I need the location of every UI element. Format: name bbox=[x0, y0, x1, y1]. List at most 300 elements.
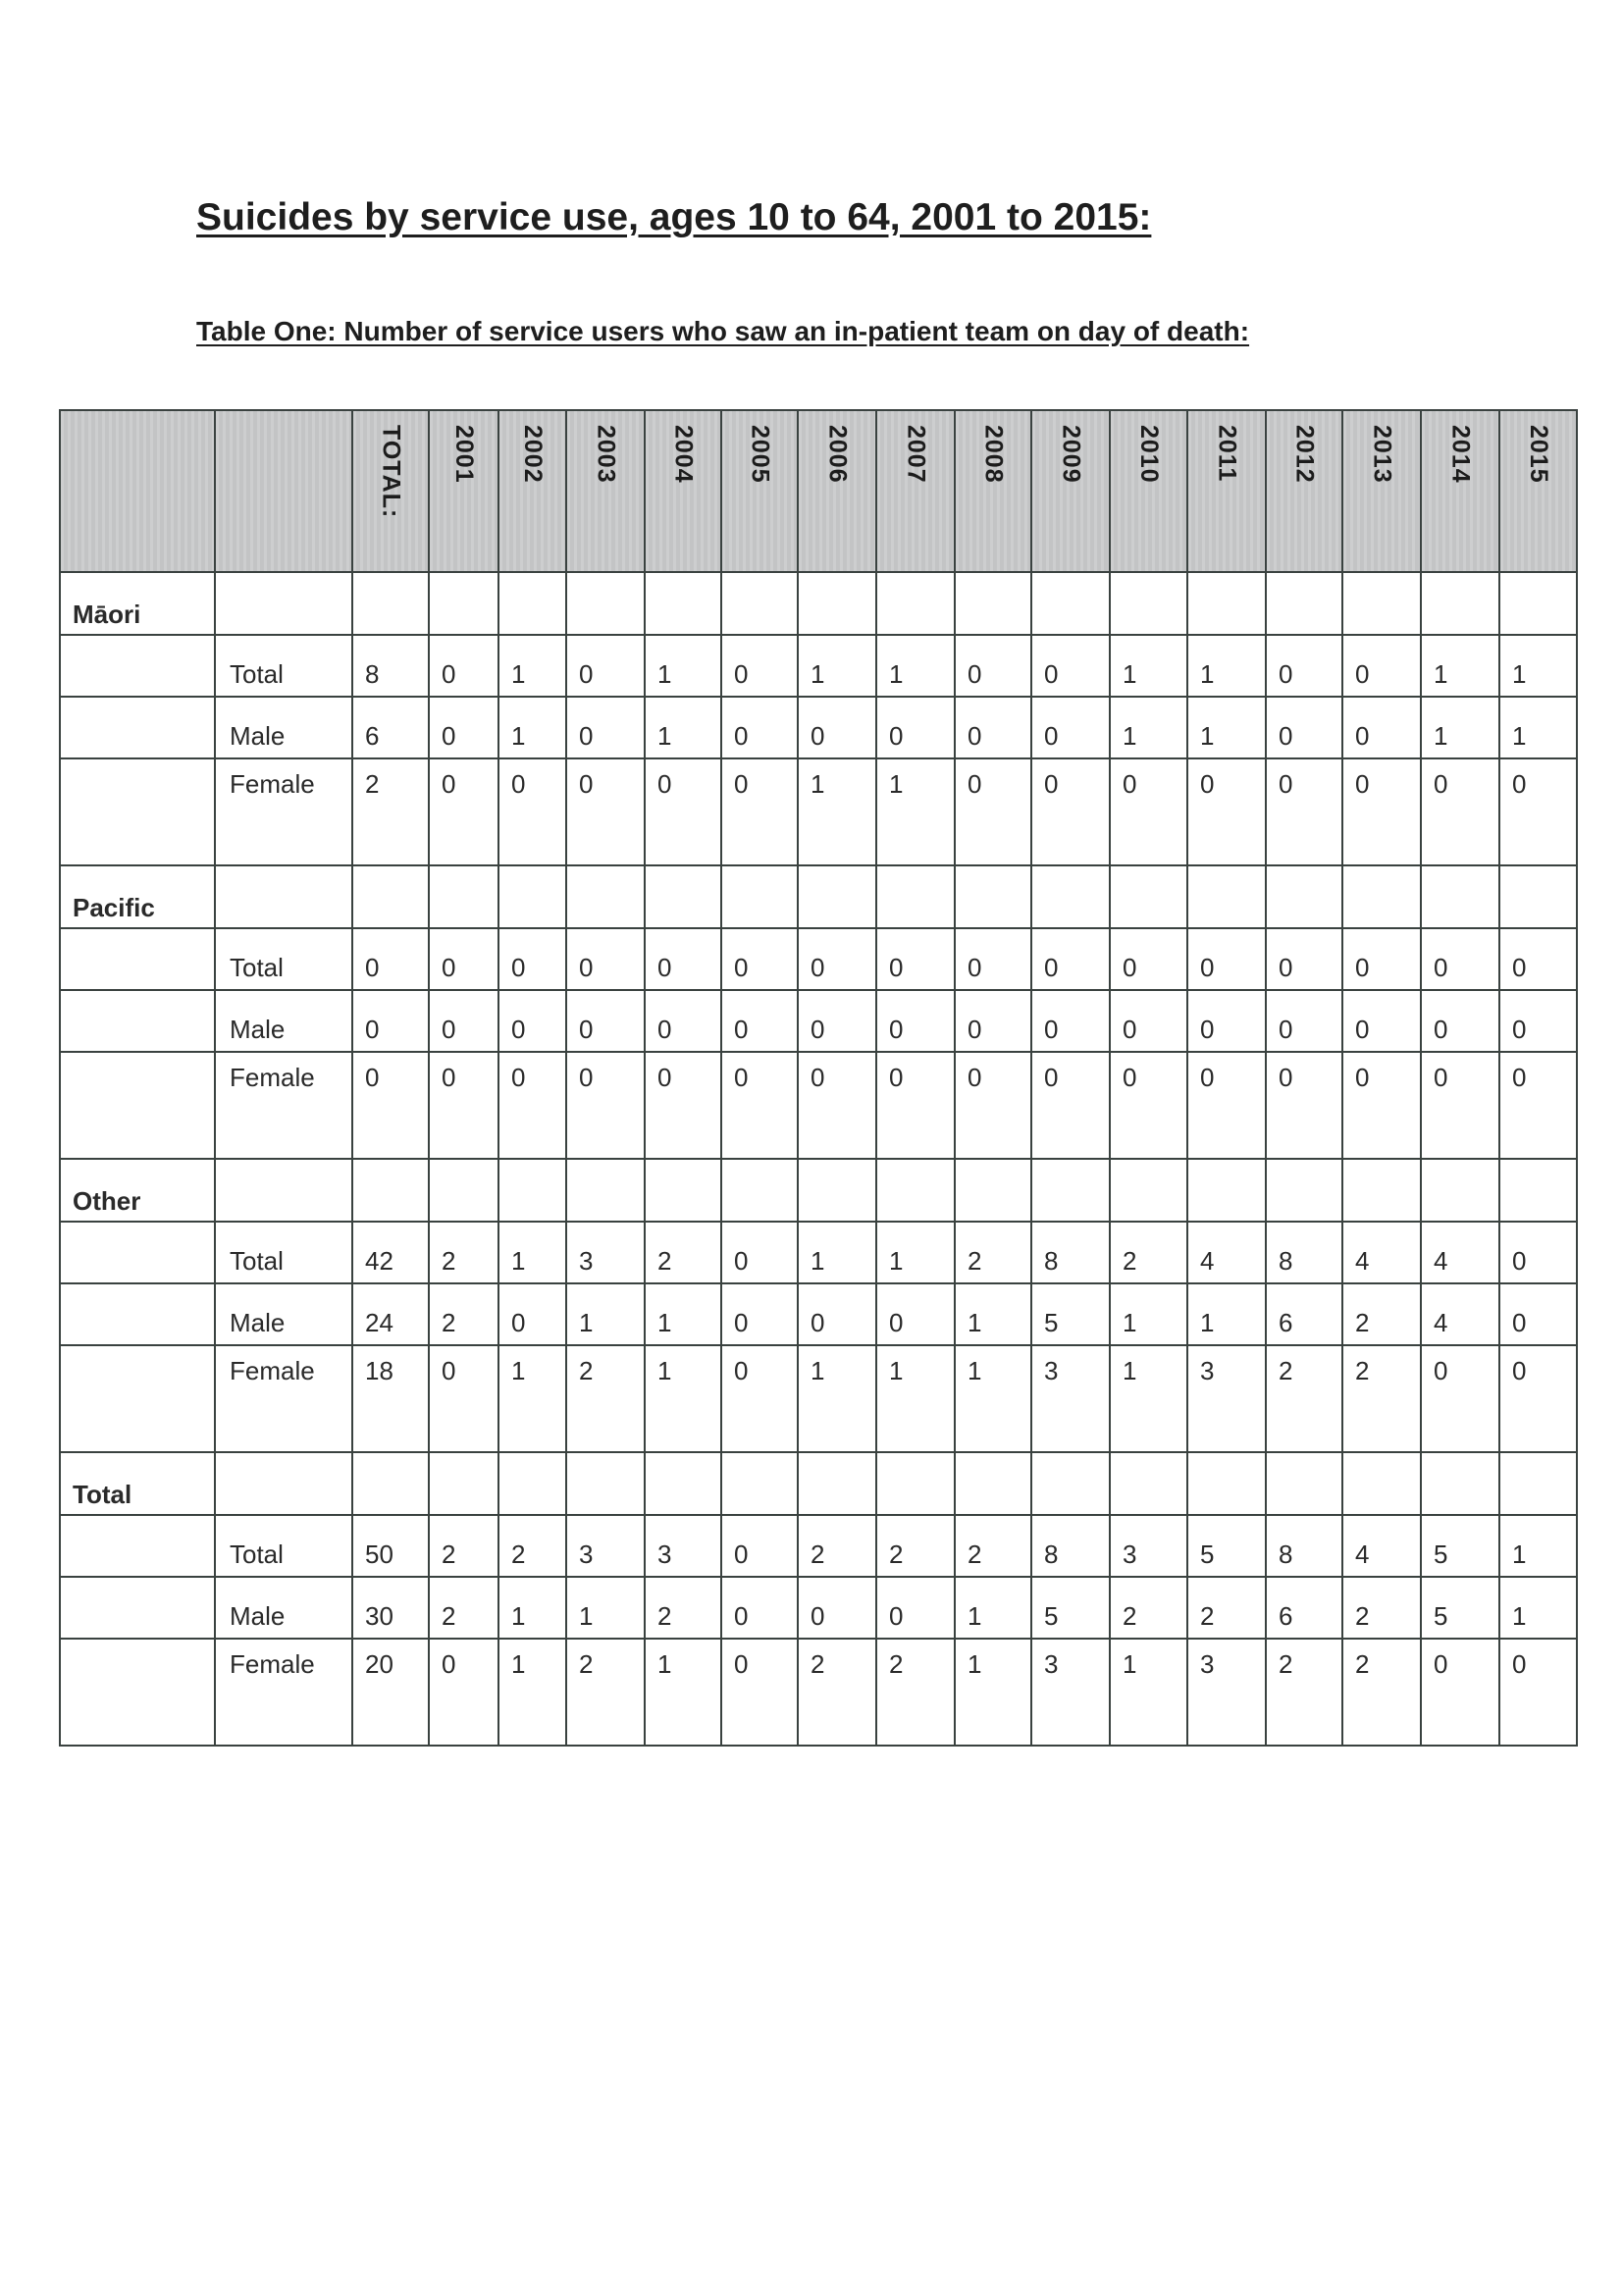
empty-cell bbox=[1031, 1452, 1110, 1515]
value-cell: 1 bbox=[1499, 697, 1577, 758]
value-cell: 5 bbox=[1031, 1577, 1110, 1639]
value-cell: 8 bbox=[1266, 1222, 1342, 1283]
column-header-label: 2014 bbox=[1446, 425, 1475, 484]
value-cell: 0 bbox=[721, 697, 798, 758]
value-cell: 0 bbox=[429, 928, 498, 990]
value-cell: 2 bbox=[645, 1577, 721, 1639]
empty-cell bbox=[876, 1159, 955, 1222]
value-cell: 1 bbox=[1421, 697, 1499, 758]
value-cell: 0 bbox=[721, 990, 798, 1052]
table-row bbox=[60, 758, 1577, 865]
empty-cell bbox=[566, 1452, 645, 1515]
value-cell: 6 bbox=[352, 697, 429, 758]
value-cell: 1 bbox=[955, 1639, 1031, 1746]
value-cell: 1 bbox=[1110, 635, 1187, 697]
column-header-label: 2010 bbox=[1135, 425, 1163, 484]
value-cell: 3 bbox=[1187, 1639, 1266, 1746]
value-cell: 0 bbox=[1421, 1345, 1499, 1452]
empty-cell bbox=[1187, 865, 1266, 928]
empty-cell bbox=[876, 865, 955, 928]
column-header bbox=[721, 410, 798, 572]
value-cell: 4 bbox=[1342, 1515, 1421, 1577]
table-row bbox=[60, 1222, 1577, 1283]
empty-cell bbox=[60, 1222, 215, 1283]
empty-cell bbox=[1266, 1159, 1342, 1222]
value-cell: 1 bbox=[1187, 635, 1266, 697]
value-cell: 2 bbox=[1266, 1639, 1342, 1746]
empty-cell bbox=[1266, 865, 1342, 928]
column-header bbox=[1031, 410, 1110, 572]
value-cell: 0 bbox=[429, 1052, 498, 1159]
column-header bbox=[1499, 410, 1577, 572]
empty-cell bbox=[1499, 1452, 1577, 1515]
value-cell: 1 bbox=[645, 1345, 721, 1452]
value-cell: 0 bbox=[798, 990, 876, 1052]
value-cell: 2 bbox=[876, 1639, 955, 1746]
empty-cell bbox=[429, 1452, 498, 1515]
group-name: Other bbox=[60, 1159, 215, 1222]
value-cell: 2 bbox=[1187, 1577, 1266, 1639]
group-row bbox=[60, 1452, 1577, 1515]
value-cell: 2 bbox=[429, 1222, 498, 1283]
value-cell: 0 bbox=[955, 697, 1031, 758]
header-blank-cell bbox=[60, 410, 215, 572]
value-cell: 1 bbox=[645, 697, 721, 758]
value-cell: 0 bbox=[1499, 990, 1577, 1052]
suicides-table bbox=[59, 409, 1578, 1747]
value-cell: 0 bbox=[1031, 635, 1110, 697]
row-label: Male bbox=[215, 697, 352, 758]
empty-cell bbox=[1110, 1452, 1187, 1515]
value-cell: 2 bbox=[1342, 1283, 1421, 1345]
value-cell: 1 bbox=[876, 758, 955, 865]
value-cell: 1 bbox=[498, 697, 566, 758]
value-cell: 0 bbox=[1031, 928, 1110, 990]
column-header-label: 2008 bbox=[979, 425, 1008, 484]
empty-cell bbox=[60, 635, 215, 697]
value-cell: 1 bbox=[498, 1639, 566, 1746]
value-cell: 0 bbox=[876, 1577, 955, 1639]
table-row bbox=[60, 697, 1577, 758]
column-header-label: 2004 bbox=[669, 425, 698, 484]
value-cell: 0 bbox=[1266, 635, 1342, 697]
empty-cell bbox=[1342, 572, 1421, 635]
value-cell: 0 bbox=[1187, 928, 1266, 990]
value-cell: 0 bbox=[498, 990, 566, 1052]
value-cell: 0 bbox=[721, 1515, 798, 1577]
value-cell: 1 bbox=[1110, 1639, 1187, 1746]
empty-cell bbox=[1110, 572, 1187, 635]
value-cell: 1 bbox=[1110, 1345, 1187, 1452]
empty-cell bbox=[1187, 572, 1266, 635]
empty-cell bbox=[1031, 865, 1110, 928]
value-cell: 0 bbox=[721, 1283, 798, 1345]
value-cell: 0 bbox=[498, 1283, 566, 1345]
value-cell: 0 bbox=[721, 1577, 798, 1639]
group-row bbox=[60, 1159, 1577, 1222]
value-cell: 0 bbox=[955, 1052, 1031, 1159]
value-cell: 5 bbox=[1187, 1515, 1266, 1577]
value-cell: 2 bbox=[566, 1345, 645, 1452]
value-cell: 4 bbox=[1187, 1222, 1266, 1283]
empty-cell bbox=[645, 1159, 721, 1222]
empty-cell bbox=[498, 1159, 566, 1222]
empty-cell bbox=[1342, 1159, 1421, 1222]
value-cell: 0 bbox=[1499, 928, 1577, 990]
value-cell: 0 bbox=[566, 758, 645, 865]
value-cell: 4 bbox=[1421, 1283, 1499, 1345]
table-row bbox=[60, 1577, 1577, 1639]
empty-cell bbox=[1342, 865, 1421, 928]
value-cell: 0 bbox=[566, 1052, 645, 1159]
empty-cell bbox=[215, 572, 352, 635]
column-header bbox=[566, 410, 645, 572]
value-cell: 2 bbox=[798, 1515, 876, 1577]
value-cell: 0 bbox=[429, 697, 498, 758]
empty-cell bbox=[798, 865, 876, 928]
empty-cell bbox=[1110, 865, 1187, 928]
row-label: Female bbox=[215, 1345, 352, 1452]
value-cell: 0 bbox=[1342, 990, 1421, 1052]
column-header-label: 2005 bbox=[746, 425, 774, 484]
value-cell: 1 bbox=[498, 1222, 566, 1283]
value-cell: 1 bbox=[1499, 1515, 1577, 1577]
empty-cell bbox=[876, 1452, 955, 1515]
value-cell: 1 bbox=[1187, 1283, 1266, 1345]
column-header bbox=[498, 410, 566, 572]
header-blank-cell bbox=[215, 410, 352, 572]
value-cell: 3 bbox=[566, 1515, 645, 1577]
value-cell: 0 bbox=[1499, 1345, 1577, 1452]
empty-cell bbox=[60, 1052, 215, 1159]
value-cell: 3 bbox=[645, 1515, 721, 1577]
value-cell: 1 bbox=[498, 635, 566, 697]
empty-cell bbox=[215, 1452, 352, 1515]
empty-cell bbox=[1187, 1452, 1266, 1515]
value-cell: 0 bbox=[1031, 1052, 1110, 1159]
row-label: Male bbox=[215, 1283, 352, 1345]
value-cell: 0 bbox=[721, 1345, 798, 1452]
value-cell: 1 bbox=[955, 1577, 1031, 1639]
value-cell: 50 bbox=[352, 1515, 429, 1577]
group-row bbox=[60, 572, 1577, 635]
value-cell: 18 bbox=[352, 1345, 429, 1452]
value-cell: 2 bbox=[876, 1515, 955, 1577]
row-label: Total bbox=[215, 1515, 352, 1577]
value-cell: 0 bbox=[1110, 990, 1187, 1052]
value-cell: 0 bbox=[1499, 1283, 1577, 1345]
empty-cell bbox=[1031, 1159, 1110, 1222]
value-cell: 4 bbox=[1421, 1222, 1499, 1283]
value-cell: 0 bbox=[1342, 635, 1421, 697]
table-caption: Table One: Number of service users who saw an in-patient team on day of death: bbox=[196, 316, 1250, 346]
empty-cell bbox=[60, 1345, 215, 1452]
value-cell: 2 bbox=[1110, 1222, 1187, 1283]
table-row bbox=[60, 1345, 1577, 1452]
value-cell: 0 bbox=[876, 1052, 955, 1159]
column-header bbox=[798, 410, 876, 572]
empty-cell bbox=[429, 572, 498, 635]
value-cell: 0 bbox=[1031, 758, 1110, 865]
empty-cell bbox=[352, 1452, 429, 1515]
value-cell: 0 bbox=[566, 990, 645, 1052]
value-cell: 2 bbox=[1266, 1345, 1342, 1452]
value-cell: 8 bbox=[1031, 1515, 1110, 1577]
column-header bbox=[955, 410, 1031, 572]
value-cell: 0 bbox=[1187, 1052, 1266, 1159]
value-cell: 6 bbox=[1266, 1577, 1342, 1639]
value-cell: 0 bbox=[1421, 928, 1499, 990]
value-cell: 1 bbox=[566, 1283, 645, 1345]
value-cell: 0 bbox=[1266, 1052, 1342, 1159]
empty-cell bbox=[60, 1577, 215, 1639]
value-cell: 0 bbox=[429, 635, 498, 697]
value-cell: 1 bbox=[498, 1577, 566, 1639]
row-label: Female bbox=[215, 1639, 352, 1746]
value-cell: 30 bbox=[352, 1577, 429, 1639]
value-cell: 2 bbox=[429, 1515, 498, 1577]
row-label: Total bbox=[215, 1222, 352, 1283]
value-cell: 0 bbox=[1187, 990, 1266, 1052]
column-header-label: 2009 bbox=[1057, 425, 1085, 484]
value-cell: 0 bbox=[1342, 758, 1421, 865]
empty-cell bbox=[1031, 572, 1110, 635]
empty-cell bbox=[1499, 572, 1577, 635]
value-cell: 0 bbox=[1031, 697, 1110, 758]
value-cell: 0 bbox=[721, 635, 798, 697]
value-cell: 0 bbox=[798, 1577, 876, 1639]
column-header-label: 2003 bbox=[592, 425, 620, 484]
table-row bbox=[60, 1052, 1577, 1159]
empty-cell bbox=[1187, 1159, 1266, 1222]
empty-cell bbox=[1266, 1452, 1342, 1515]
value-cell: 3 bbox=[1110, 1515, 1187, 1577]
value-cell: 1 bbox=[798, 635, 876, 697]
value-cell: 2 bbox=[1342, 1577, 1421, 1639]
row-label: Male bbox=[215, 990, 352, 1052]
value-cell: 0 bbox=[1342, 1052, 1421, 1159]
page-title: Suicides by service use, ages 10 to 64, 2001 to 2015: bbox=[196, 196, 1152, 238]
value-cell: 0 bbox=[645, 758, 721, 865]
empty-cell bbox=[352, 572, 429, 635]
empty-cell bbox=[955, 1452, 1031, 1515]
value-cell: 0 bbox=[1421, 1052, 1499, 1159]
value-cell: 0 bbox=[955, 928, 1031, 990]
column-header bbox=[876, 410, 955, 572]
empty-cell bbox=[645, 572, 721, 635]
value-cell: 0 bbox=[1421, 758, 1499, 865]
column-header-label: 2002 bbox=[519, 425, 547, 484]
empty-cell bbox=[566, 572, 645, 635]
value-cell: 1 bbox=[1421, 635, 1499, 697]
value-cell: 0 bbox=[1110, 758, 1187, 865]
empty-cell bbox=[645, 1452, 721, 1515]
column-header bbox=[645, 410, 721, 572]
value-cell: 0 bbox=[1499, 1052, 1577, 1159]
value-cell: 0 bbox=[876, 1283, 955, 1345]
value-cell: 0 bbox=[1499, 758, 1577, 865]
value-cell: 0 bbox=[352, 928, 429, 990]
empty-cell bbox=[429, 1159, 498, 1222]
value-cell: 20 bbox=[352, 1639, 429, 1746]
value-cell: 4 bbox=[1342, 1222, 1421, 1283]
row-label: Female bbox=[215, 1052, 352, 1159]
value-cell: 0 bbox=[645, 1052, 721, 1159]
empty-cell bbox=[566, 865, 645, 928]
value-cell: 0 bbox=[1110, 1052, 1187, 1159]
empty-cell bbox=[955, 865, 1031, 928]
column-header-label: 2011 bbox=[1213, 425, 1241, 483]
value-cell: 0 bbox=[498, 928, 566, 990]
empty-cell bbox=[60, 990, 215, 1052]
value-cell: 0 bbox=[1499, 1222, 1577, 1283]
empty-cell bbox=[1342, 1452, 1421, 1515]
value-cell: 0 bbox=[798, 928, 876, 990]
value-cell: 1 bbox=[498, 1345, 566, 1452]
value-cell: 0 bbox=[645, 990, 721, 1052]
column-header-label: 2007 bbox=[902, 425, 930, 484]
value-cell: 0 bbox=[352, 990, 429, 1052]
empty-cell bbox=[352, 1159, 429, 1222]
value-cell: 0 bbox=[1266, 697, 1342, 758]
empty-cell bbox=[1499, 1159, 1577, 1222]
value-cell: 0 bbox=[645, 928, 721, 990]
empty-cell bbox=[645, 865, 721, 928]
value-cell: 1 bbox=[1110, 697, 1187, 758]
value-cell: 0 bbox=[1342, 697, 1421, 758]
value-cell: 0 bbox=[352, 1052, 429, 1159]
value-cell: 0 bbox=[566, 697, 645, 758]
value-cell: 1 bbox=[1187, 697, 1266, 758]
value-cell: 42 bbox=[352, 1222, 429, 1283]
value-cell: 0 bbox=[876, 990, 955, 1052]
column-header-label: 2012 bbox=[1290, 425, 1319, 484]
value-cell: 0 bbox=[1499, 1639, 1577, 1746]
table-header-row bbox=[60, 410, 1577, 572]
value-cell: 0 bbox=[1110, 928, 1187, 990]
empty-cell bbox=[60, 928, 215, 990]
value-cell: 0 bbox=[429, 1639, 498, 1746]
value-cell: 2 bbox=[566, 1639, 645, 1746]
group-row bbox=[60, 865, 1577, 928]
column-header bbox=[1342, 410, 1421, 572]
value-cell: 1 bbox=[645, 635, 721, 697]
group-name: Pacific bbox=[60, 865, 215, 928]
empty-cell bbox=[1421, 572, 1499, 635]
empty-cell bbox=[60, 758, 215, 865]
empty-cell bbox=[352, 865, 429, 928]
column-header bbox=[1266, 410, 1342, 572]
value-cell: 1 bbox=[876, 1345, 955, 1452]
value-cell: 0 bbox=[876, 697, 955, 758]
value-cell: 0 bbox=[429, 1345, 498, 1452]
value-cell: 5 bbox=[1031, 1283, 1110, 1345]
value-cell: 2 bbox=[798, 1639, 876, 1746]
empty-cell bbox=[1266, 572, 1342, 635]
value-cell: 0 bbox=[721, 1052, 798, 1159]
value-cell: 0 bbox=[876, 928, 955, 990]
empty-cell bbox=[566, 1159, 645, 1222]
value-cell: 0 bbox=[1187, 758, 1266, 865]
empty-cell bbox=[498, 1452, 566, 1515]
value-cell: 1 bbox=[798, 1345, 876, 1452]
column-header-label: TOTAL: bbox=[377, 425, 405, 519]
row-label: Female bbox=[215, 758, 352, 865]
value-cell: 0 bbox=[1266, 758, 1342, 865]
value-cell: 1 bbox=[876, 635, 955, 697]
value-cell: 0 bbox=[566, 635, 645, 697]
table-row bbox=[60, 1639, 1577, 1746]
column-header bbox=[1421, 410, 1499, 572]
empty-cell bbox=[955, 1159, 1031, 1222]
value-cell: 1 bbox=[955, 1345, 1031, 1452]
column-header bbox=[1110, 410, 1187, 572]
empty-cell bbox=[798, 1452, 876, 1515]
row-label: Total bbox=[215, 928, 352, 990]
column-header-label: 2001 bbox=[450, 425, 478, 484]
value-cell: 2 bbox=[498, 1515, 566, 1577]
empty-cell bbox=[215, 1159, 352, 1222]
value-cell: 2 bbox=[1110, 1577, 1187, 1639]
value-cell: 0 bbox=[1421, 990, 1499, 1052]
empty-cell bbox=[1421, 865, 1499, 928]
empty-cell bbox=[1421, 1159, 1499, 1222]
value-cell: 2 bbox=[1342, 1345, 1421, 1452]
group-name: Total bbox=[60, 1452, 215, 1515]
value-cell: 3 bbox=[1031, 1345, 1110, 1452]
value-cell: 24 bbox=[352, 1283, 429, 1345]
group-name: Māori bbox=[60, 572, 215, 635]
value-cell: 2 bbox=[352, 758, 429, 865]
value-cell: 0 bbox=[1031, 990, 1110, 1052]
value-cell: 0 bbox=[721, 1639, 798, 1746]
empty-cell bbox=[721, 1159, 798, 1222]
value-cell: 2 bbox=[955, 1515, 1031, 1577]
value-cell: 1 bbox=[798, 1222, 876, 1283]
column-header bbox=[352, 410, 429, 572]
value-cell: 0 bbox=[798, 1052, 876, 1159]
value-cell: 0 bbox=[429, 758, 498, 865]
column-header bbox=[1187, 410, 1266, 572]
value-cell: 1 bbox=[645, 1639, 721, 1746]
value-cell: 3 bbox=[566, 1222, 645, 1283]
empty-cell bbox=[429, 865, 498, 928]
table-row bbox=[60, 1515, 1577, 1577]
empty-cell bbox=[60, 697, 215, 758]
empty-cell bbox=[1499, 865, 1577, 928]
value-cell: 3 bbox=[1031, 1639, 1110, 1746]
row-label: Total bbox=[215, 635, 352, 697]
value-cell: 0 bbox=[721, 1222, 798, 1283]
column-header bbox=[429, 410, 498, 572]
empty-cell bbox=[721, 1452, 798, 1515]
table-row bbox=[60, 928, 1577, 990]
column-header-label: 2015 bbox=[1525, 425, 1552, 484]
value-cell: 0 bbox=[955, 990, 1031, 1052]
empty-cell bbox=[721, 865, 798, 928]
empty-cell bbox=[215, 865, 352, 928]
value-cell: 8 bbox=[1031, 1222, 1110, 1283]
value-cell: 0 bbox=[721, 758, 798, 865]
value-cell: 0 bbox=[498, 758, 566, 865]
value-cell: 0 bbox=[1266, 990, 1342, 1052]
value-cell: 1 bbox=[1499, 635, 1577, 697]
value-cell: 2 bbox=[1342, 1639, 1421, 1746]
value-cell: 0 bbox=[955, 758, 1031, 865]
value-cell: 0 bbox=[1342, 928, 1421, 990]
value-cell: 2 bbox=[645, 1222, 721, 1283]
empty-cell bbox=[798, 572, 876, 635]
